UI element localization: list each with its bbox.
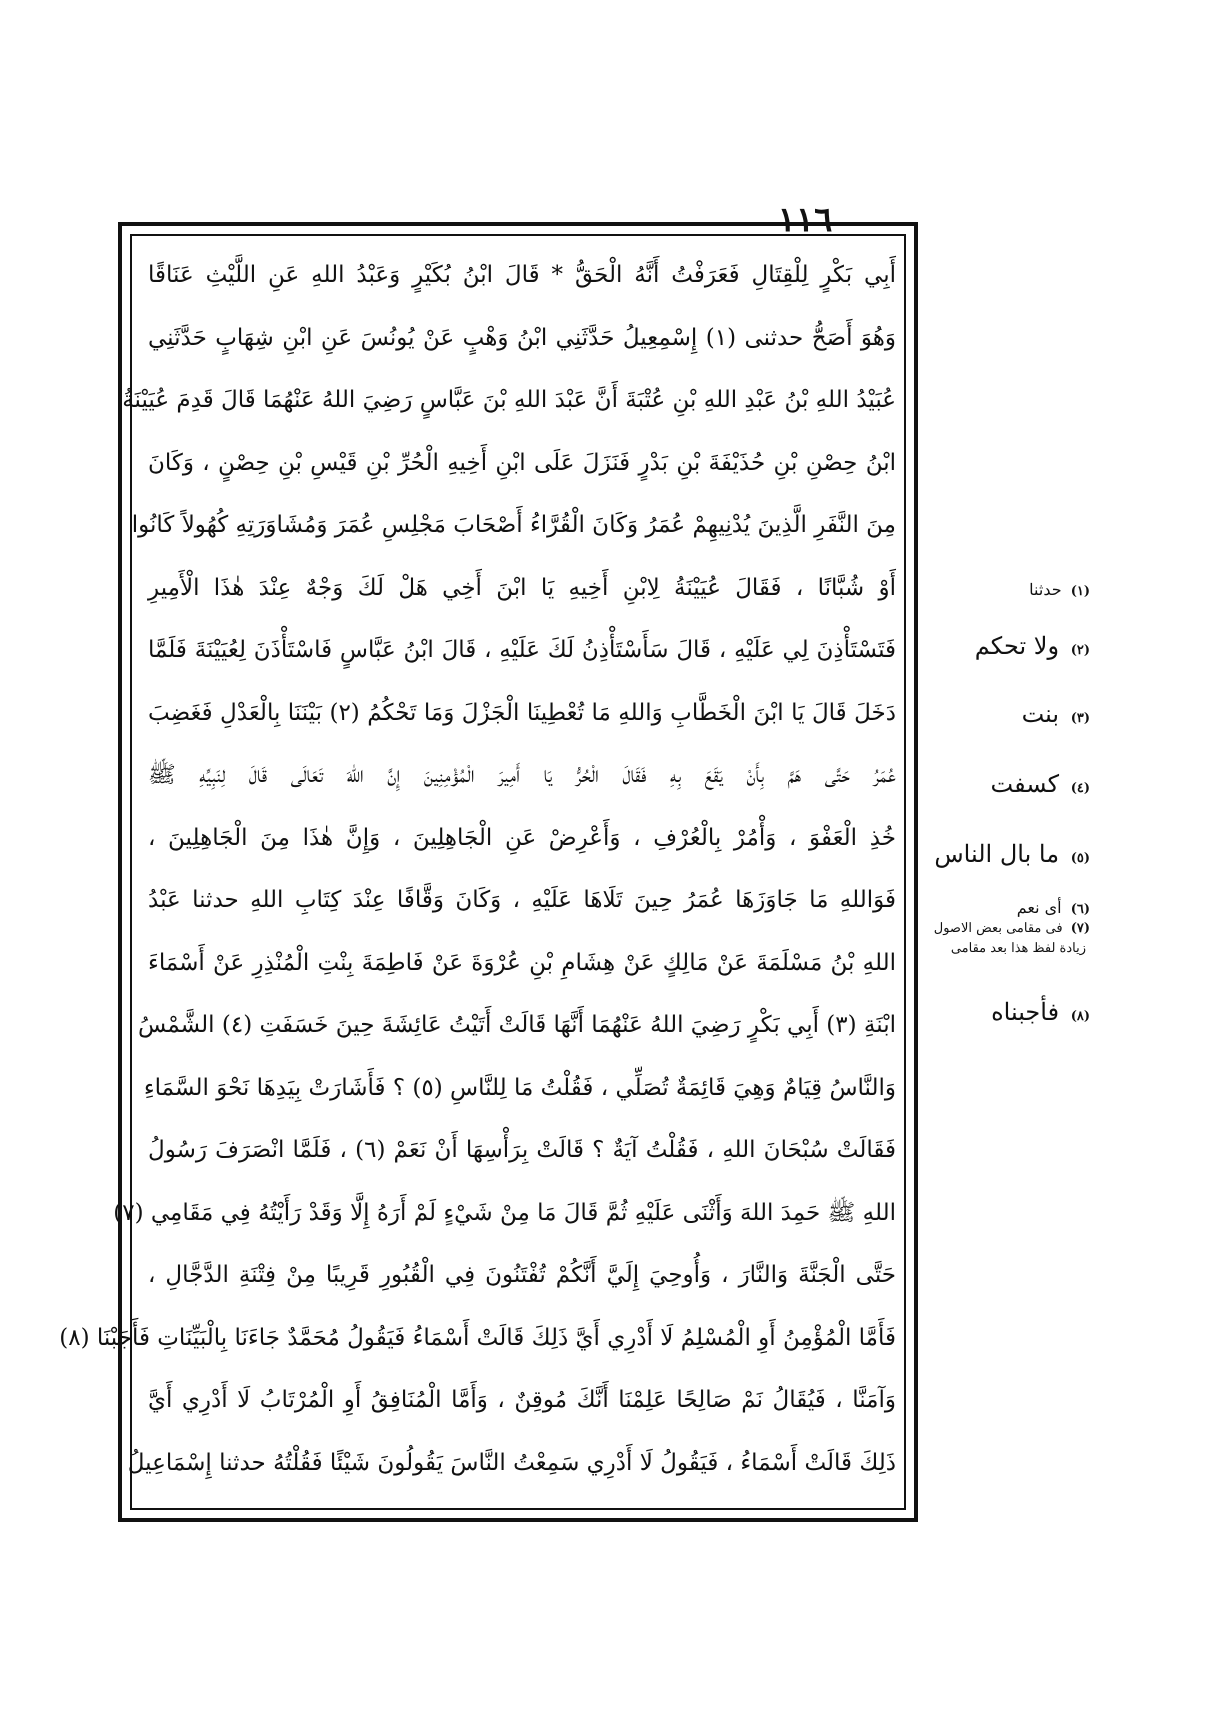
note-number: (٤) (1070, 781, 1090, 796)
note-number: (٨) (1070, 1009, 1090, 1024)
margin-note (910, 940, 1090, 958)
note-number: (٦) (1070, 902, 1090, 917)
text-line: خُذِ الْعَفْوَ ، وَأْمُرْ بِالْعُرْفِ ، وَأَعْرِضْ عَنِ الْجَاهِلِينَ ، وَإِنَّ هٰذَا مِنَ الْجَاهِلِينَ ، (148, 824, 896, 851)
text-line: اللهِ ﷺ حَمِدَ اللهَ وَأَثْنَى عَلَيْهِ ثُمَّ قَالَ مَا مِنْ شَيْءٍ لَمْ أَرَهُ إِلَّا وَقَدْ رَأَيْتُهُ فِي مَقَامِي (٧) (113, 1199, 896, 1226)
note-text: بنت (1021, 700, 1060, 728)
text-line: ذَلِكَ قَالَتْ أَسْمَاءُ ، فَيَقُولُ لَا أَدْرِي سَمِعْتُ النَّاسَ يَقُولُونَ شَيْئًا فَقُلْتُهُ حدثنا إِسْمَاعِيلُ (127, 1449, 896, 1476)
text-line: عُمَرُ حَتَّى هَمَّ بِأَنْ يَقَعَ بِهِ فَقَالَ الْحُرُّ يَا أَمِيرَ الْمُؤْمِنِينَ إِنَّ اللهَ تَعَالَى قَالَ لِنَبِيِّهِ ﷺ (148, 762, 896, 788)
text-line: أَوْ شُبَّانًا ، فَقَالَ عُيَيْنَةُ لِابْنِ أَخِيهِ يَا ابْنَ أَخِي هَلْ لَكَ وَجْهٌ عِنْدَ هٰذَا الْأَمِيرِ (148, 574, 896, 601)
text-line: أَبِي بَكْرٍ لِلْقِتَالِ فَعَرَفْتُ أَنَّهُ الْحَقُّ * قَالَ ابْنُ بُكَيْرٍ وَعَبْدُ اللهِ عَنِ اللَّيْثِ عَنَاقًا (148, 262, 896, 288)
text-line: وَالنَّاسُ قِيَامٌ وَهِيَ قَائِمَةٌ تُصَلِّي ، فَقُلْتُ مَا لِلنَّاسِ (٥) ؟ فَأَشَارَتْ بِيَدِهَا نَحْوَ السَّمَاءِ (143, 1074, 896, 1101)
margin-note (910, 770, 1090, 803)
margin-note (910, 580, 1090, 602)
text-line: فَأَمَّا الْمُؤْمِنُ أَوِ الْمُسْلِمُ لَا أَدْرِي أَيَّ ذَلِكَ قَالَتْ أَسْمَاءُ فَيَقُولُ مُحَمَّدٌ جَاءَنَا بِالْبَيِّنَاتِ فَأَجَبْنَا (٨) (59, 1324, 896, 1351)
text-line: ابْنُ حِصْنِ بْنِ حُذَيْفَةَ بْنِ بَدْرٍ فَنَزَلَ عَلَى ابْنِ أَخِيهِ الْحُرِّ بْنِ قَيْسِ بْنِ حِصْنٍ ، وَكَانَ (148, 449, 896, 476)
margin-note (910, 700, 1090, 733)
note-number: (٥) (1070, 851, 1090, 866)
note-text: حدثنا (1029, 580, 1062, 599)
note-text: ما بال الناس (934, 840, 1060, 868)
text-frame (59, 222, 918, 1522)
note-number: (١) (1070, 584, 1090, 599)
margin-note (910, 632, 1090, 665)
note-text: فى مقامى بعض الاصول (933, 921, 1063, 936)
text-line: وَهُوَ أَصَحُّ حدثنى (١) إِسْمِعِيلُ حَدَّثَنِي ابْنُ وَهْبٍ عَنْ يُونُسَ عَنِ ابْنِ شِهَابٍ حَدَّثَنِي (148, 324, 897, 351)
text-line: حَتَّى الْجَنَّةَ وَالنَّارَ ، وَأُوحِيَ إِلَيَّ أَنَّكُمْ تُفْتَنُونَ فِي الْقُبُورِ قَرِيبًا مِنْ فِتْنَةِ الدَّجَّالِ ، (148, 1262, 896, 1288)
text-line: عُبَيْدُ اللهِ بْنُ عَبْدِ اللهِ بْنِ عُتْبَةَ أَنَّ عَبْدَ اللهِ بْنَ عَبَّاسٍ رَضِيَ اللهُ عَنْهُمَا قَالَ قَدِمَ عُيَيْنَةُ (122, 387, 896, 413)
note-text: فأجبناه (991, 998, 1060, 1026)
note-text: كسفت (990, 770, 1060, 798)
page-number: ١١٦ (777, 200, 833, 240)
text-line: دَخَلَ قَالَ يَا ابْنَ الْخَطَّابِ وَاللهِ مَا تُعْطِينَا الْجَزْلَ وَمَا تَحْكُمُ (٢) بَيْنَنَا بِالْعَدْلِ فَغَضِبَ (148, 699, 896, 726)
margin-note (910, 920, 1090, 938)
main-text-body (59, 244, 897, 1494)
margin-note (910, 898, 1090, 920)
note-text: ولا تحكم (974, 632, 1060, 660)
text-line: فَتَسْتَأْذِنَ لِي عَلَيْهِ ، قَالَ سَأَسْتَأْذِنُ لَكَ عَلَيْهِ ، قَالَ ابْنُ عَبَّاسٍ فَاسْتَأْذَنَ لِعُيَيْنَةَ فَلَمَّا (148, 637, 896, 663)
text-line: وَآمَنَّا ، فَيُقَالُ نَمْ صَالِحًا عَلِمْنَا أَنَّكَ مُوقِنٌ ، وَأَمَّا الْمُنَافِقُ أَوِ الْمُرْتَابُ لَا أَدْرِي أَيَّ (148, 1387, 896, 1413)
margin-note (910, 840, 1090, 873)
note-text: أى نعم (1016, 898, 1062, 917)
note-number: (٢) (1070, 643, 1090, 658)
text-line: مِنَ النَّفَرِ الَّذِينَ يُدْنِيهِمْ عُمَرُ وَكَانَ الْقُرَّاءُ أَصْحَابَ مَجْلِسِ عُمَرَ وَمُشَاوَرَتِهِ كُهُولاً كَانُوا (131, 512, 896, 538)
text-line: فَوَاللهِ مَا جَاوَزَهَا عُمَرُ حِينَ تَلَاهَا عَلَيْهِ ، وَكَانَ وَقَّافًا عِنْدَ كِتَابِ اللهِ حدثنا عَبْدُ (148, 887, 896, 913)
text-line: فَقَالَتْ سُبْحَانَ اللهِ ، فَقُلْتُ آيَةٌ ؟ قَالَتْ بِرَأْسِهَا أَنْ نَعَمْ (٦) ، فَلَمَّا انْصَرَفَ رَسُولُ (148, 1137, 896, 1163)
text-line: ابْنَةِ (٣) أَبِي بَكْرٍ رَضِيَ اللهُ عَنْهُمَا أَنَّهَا قَالَتْ أَتَيْتُ عَائِشَةَ حِينَ خَسَفَتِ (٤) الشَّمْسُ (138, 1012, 896, 1038)
note-number: (٣) (1070, 711, 1090, 726)
text-line: اللهِ بْنُ مَسْلَمَةَ عَنْ مَالِكٍ عَنْ هِشَامِ بْنِ عُرْوَةَ عَنْ فَاطِمَةَ بِنْتِ الْمُنْذِرِ عَنْ أَسْمَاءَ (148, 949, 896, 976)
note-number: (٧) (1070, 921, 1090, 936)
note-text: زيادة لفظ هذا بعد مقامى (950, 941, 1086, 956)
margin-note (910, 998, 1090, 1031)
